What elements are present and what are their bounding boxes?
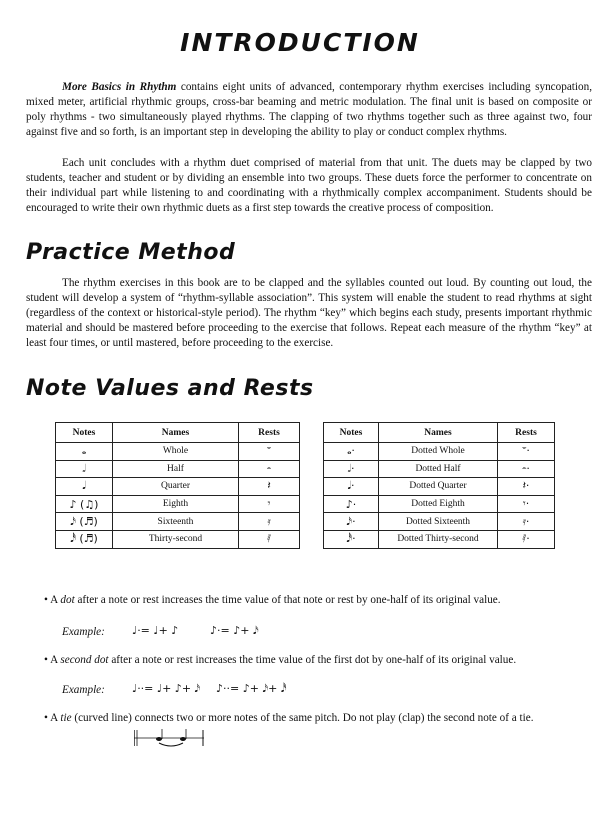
dot-example-quarter: ♩·= ♩+ ♪ (132, 624, 179, 637)
term-tie: tie (60, 712, 72, 724)
table-row (56, 443, 300, 461)
table-row (324, 495, 555, 513)
table-header-row (56, 423, 300, 443)
col-header-notes: Notes (324, 423, 379, 443)
bullet-dot-text: after a note or rest increases the time value of that note or rest by one-half of its original value. (74, 594, 501, 606)
col-header-rests: Rests (239, 423, 300, 443)
note-values-heading: Note Values and Rests (26, 376, 314, 401)
example-label: Example: (62, 626, 105, 638)
note-name: Whole (113, 443, 239, 461)
rest-symbol: 𝄾· (498, 495, 555, 513)
rest-symbol: 𝄼 (239, 460, 300, 478)
note-name: Dotted Quarter (379, 478, 498, 496)
intro-paragraph-1 (26, 80, 592, 140)
book-title: More Basics in Rhythm (62, 81, 177, 93)
note-symbol: ♪· (324, 495, 379, 513)
note-values-table (55, 422, 300, 549)
rest-symbol: 𝄻· (498, 443, 555, 461)
practice-paragraph: The rhythm exercises in this book are to be clapped and the syllables counted out loud. By counting out loud, the student will develop a system of “rhythm-syllable association”. This system will enable the student to read rhythms at sight (regardless of the context or historical-style period). The rhythm “key” which begins each study, presents important rhythmic material and should be mastered before proceeding to the exercise that follows. Repeat each measure of the rhythm “key” at least four times, or until mastered, before proceeding to the exercise. (26, 277, 592, 349)
note-symbol: 𝅗𝅥 (56, 460, 113, 478)
tied-note-2 (180, 737, 186, 741)
rest-symbol: 𝄻 (239, 443, 300, 461)
rest-symbol: 𝄿 (239, 513, 300, 531)
rest-symbol: 𝅀 (239, 530, 300, 548)
double-dot-example-eighth: ♪··= ♪+ 𝅘𝅥𝅯+ 𝅘𝅥𝅰 (216, 682, 287, 695)
dotted-values-table (323, 422, 555, 549)
note-symbol: 𝅘𝅥· (324, 478, 379, 496)
tie-curve (159, 743, 183, 746)
dot-example-eighth: ♪·= ♪+ 𝅘𝅥𝅯 (210, 624, 259, 637)
table-row (56, 495, 300, 513)
note-name: Dotted Half (379, 460, 498, 478)
table-header-row (324, 423, 555, 443)
note-symbol: 𝅝 (56, 443, 113, 461)
note-name: Half (113, 460, 239, 478)
col-header-names: Names (379, 423, 498, 443)
col-header-notes: Notes (56, 423, 113, 443)
bullet-tie-pre: A (50, 712, 61, 724)
col-header-names: Names (113, 423, 239, 443)
tie-example-staff (134, 728, 204, 748)
term-dot: dot (60, 594, 75, 606)
note-name: Dotted Thirty-second (379, 530, 498, 548)
bullet-second-dot-text: after a note or rest increases the time value of the first dot by one-half of its original value. (108, 654, 517, 666)
table-row (56, 530, 300, 548)
table-row (324, 443, 555, 461)
table-row (324, 513, 555, 531)
bullet-dot: • A dot after a note or rest increases the time value of that note or rest by one-half of its original value. (44, 594, 501, 606)
note-name: Quarter (113, 478, 239, 496)
note-name: Thirty-second (113, 530, 239, 548)
note-name: Sixteenth (113, 513, 239, 531)
term-second-dot: second dot (60, 654, 109, 666)
table-row (56, 478, 300, 496)
table-row (324, 530, 555, 548)
note-name: Dotted Whole (379, 443, 498, 461)
table-row (324, 478, 555, 496)
rest-symbol: 𝅀· (498, 530, 555, 548)
rest-symbol: 𝄿· (498, 513, 555, 531)
note-symbol: 𝅗𝅥· (324, 460, 379, 478)
note-symbol: 𝅘𝅥𝅰 (♬) (56, 530, 113, 548)
col-header-rests: Rests (498, 423, 555, 443)
intro-paragraph-2: Each unit concludes with a rhythm duet comprised of material from that unit. The duets may be clapped by two students, teacher and student or by dividing an ensemble into two groups. These duets force the performer to concentrate on their individual part while listening to and coordinating with a rhythmically complex accompaniment. Students should be encouraged to write their own rhythmic duets as a first step towards the creative process of composition. (26, 157, 592, 214)
note-name: Dotted Sixteenth (379, 513, 498, 531)
practice-method-heading: Practice Method (26, 240, 236, 265)
note-symbol: 𝅝· (324, 443, 379, 461)
note-name: Eighth (113, 495, 239, 513)
bullet-tie: • A tie (curved line) connects two or more notes of the same pitch. Do not play (clap) the second note of a tie. (44, 712, 534, 724)
example-label: Example: (62, 684, 105, 696)
rest-symbol: 𝄽 (239, 478, 300, 496)
bullet-tie-text: (curved line) connects two or more notes of the same pitch. Do not play (clap) the second note of a tie. (71, 712, 534, 724)
page-title: INTRODUCTION (180, 28, 420, 57)
intro-paragraph-1-text: contains eight units of advanced, contemporary rhythm exercises including syncopation, mixed meter, artificial rhythmic groups, cross-bar beaming and metric modulation. The final unit is based on composite or poly rhythms - two simultaneously played rhythms. The clapping of two rhythms together such as three against two, four against five and so forth, is an important step in developing the ability to play or conduct complex rhythms. (26, 81, 593, 138)
double-dot-example-quarter: ♩··= ♩+ ♪+ 𝅘𝅥𝅯 (132, 682, 201, 695)
note-symbol: 𝅘𝅥𝅰· (324, 530, 379, 548)
note-symbol: 𝅘𝅥𝅯· (324, 513, 379, 531)
note-symbol: 𝅘𝅥𝅯 (♬) (56, 513, 113, 531)
table-row (56, 513, 300, 531)
bullet-second-dot-pre: A (50, 654, 61, 666)
table-row (56, 460, 300, 478)
note-name: Dotted Eighth (379, 495, 498, 513)
rest-symbol: 𝄼· (498, 460, 555, 478)
rest-symbol: 𝄾 (239, 495, 300, 513)
note-symbol: ♪ (♫) (56, 495, 113, 513)
tied-note-1 (156, 737, 162, 741)
table-row (324, 460, 555, 478)
bullet-dot-pre: A (50, 594, 61, 606)
rest-symbol: 𝄽· (498, 478, 555, 496)
bullet-second-dot: • A second dot after a note or rest increases the time value of the first dot by one-half of its original value. (44, 654, 517, 666)
note-symbol: 𝅘𝅥 (56, 478, 113, 496)
